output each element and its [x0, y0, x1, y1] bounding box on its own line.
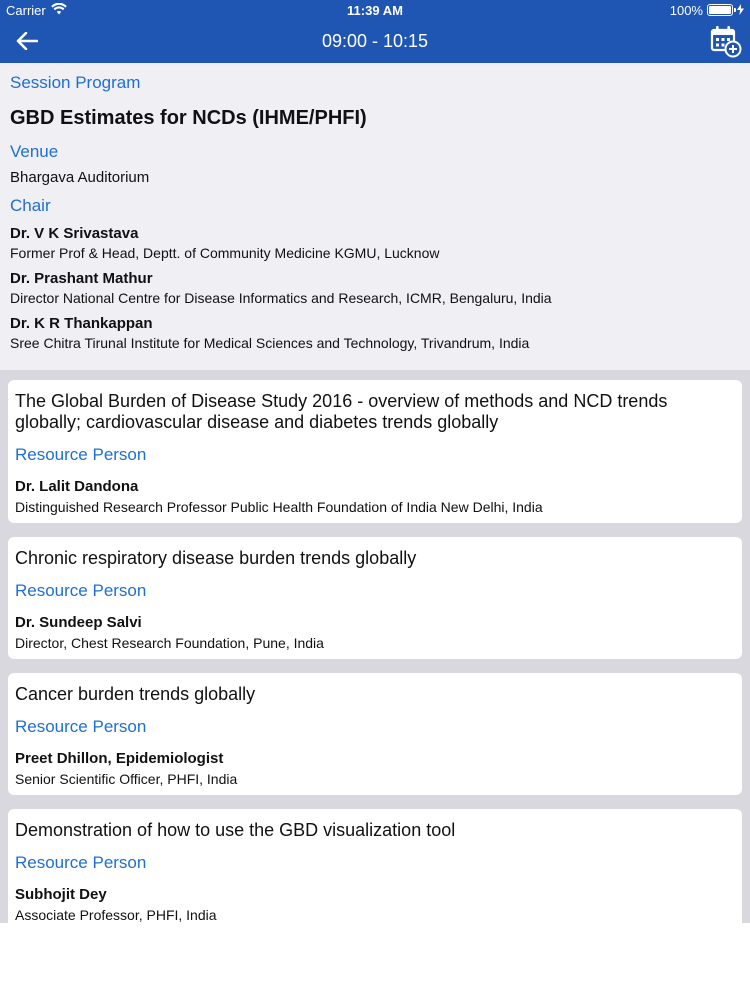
resource-person-label: Resource Person: [15, 717, 147, 736]
status-bar: [0, 0, 750, 20]
resource-person-label: Resource Person: [15, 853, 147, 872]
talk-title: Cancer burden trends globally: [15, 684, 256, 704]
chair-person: [10, 315, 740, 351]
talk-title: Chronic respiratory disease burden trends globally: [15, 548, 417, 568]
venue-name: Bhargava Auditorium: [10, 169, 150, 186]
resource-person-label: Resource Person: [15, 581, 147, 600]
talk-list: [0, 370, 750, 923]
talk-card[interactable]: [8, 809, 742, 931]
speaker-name: Subhojit Dey: [15, 886, 107, 903]
charging-icon: [737, 3, 744, 18]
chair-affiliation: Director National Centre for Disease Informatics and Research, ICMR, Bengaluru, India: [10, 290, 552, 306]
talk-title: Demonstration of how to use the GBD visualization tool: [15, 820, 456, 840]
speaker-affiliation: Distinguished Research Professor Public Health Foundation of India New Delhi, India: [15, 499, 543, 515]
chair-affiliation: Former Prof & Head, Deptt. of Community Medicine KGMU, Lucknow: [10, 245, 440, 261]
speaker-affiliation: Associate Professor, PHFI, India: [15, 907, 217, 923]
chair-person: [10, 225, 740, 261]
battery-percent: 100%: [669, 2, 703, 18]
speaker-affiliation: Senior Scientific Officer, PHFI, India: [15, 771, 238, 787]
back-arrow-icon[interactable]: [16, 28, 46, 54]
chair-label: Chair: [10, 196, 51, 215]
chair-name: Dr. K R Thankappan: [10, 315, 153, 332]
calendar-add-icon[interactable]: [708, 24, 742, 58]
chair-name: Dr. Prashant Mathur: [10, 270, 153, 287]
speaker-name: Dr. Sundeep Salvi: [15, 614, 142, 631]
speaker-name: Preet Dhillon, Epidemiologist: [15, 750, 224, 767]
talk-card[interactable]: [8, 537, 742, 659]
talk-card[interactable]: [8, 673, 742, 795]
speaker-name: Dr. Lalit Dandona: [15, 478, 139, 495]
resource-person-label: Resource Person: [15, 445, 147, 464]
status-time: 11:39 AM: [347, 2, 403, 18]
battery-fill: [709, 6, 731, 14]
talk-title: The Global Burden of Disease Study 2016 - overview of methods and NCD trends globally; cardiovascular disease and diabetes trends globally: [15, 391, 668, 432]
venue-label: Venue: [10, 142, 59, 161]
talk-card[interactable]: [8, 380, 742, 523]
session-program-label: Session Program: [10, 73, 141, 92]
status-right: [604, 3, 744, 18]
nav-title: 09:00 - 10:15: [321, 31, 429, 51]
status-left: [6, 3, 146, 18]
carrier-label: Carrier: [6, 2, 46, 18]
session-header: [0, 63, 750, 370]
speaker-affiliation: Director, Chest Research Foundation, Pune, India: [15, 635, 324, 651]
chair-person: [10, 270, 740, 306]
battery-icon: [707, 4, 733, 16]
session-title: GBD Estimates for NCDs (IHME/PHFI): [10, 107, 367, 129]
chair-affiliation: Sree Chitra Tirunal Institute for Medical Sciences and Technology, Trivandrum, India: [10, 335, 530, 351]
nav-bar: [0, 20, 750, 63]
wifi-icon: [51, 3, 67, 18]
chair-name: Dr. V K Srivastava: [10, 225, 139, 242]
